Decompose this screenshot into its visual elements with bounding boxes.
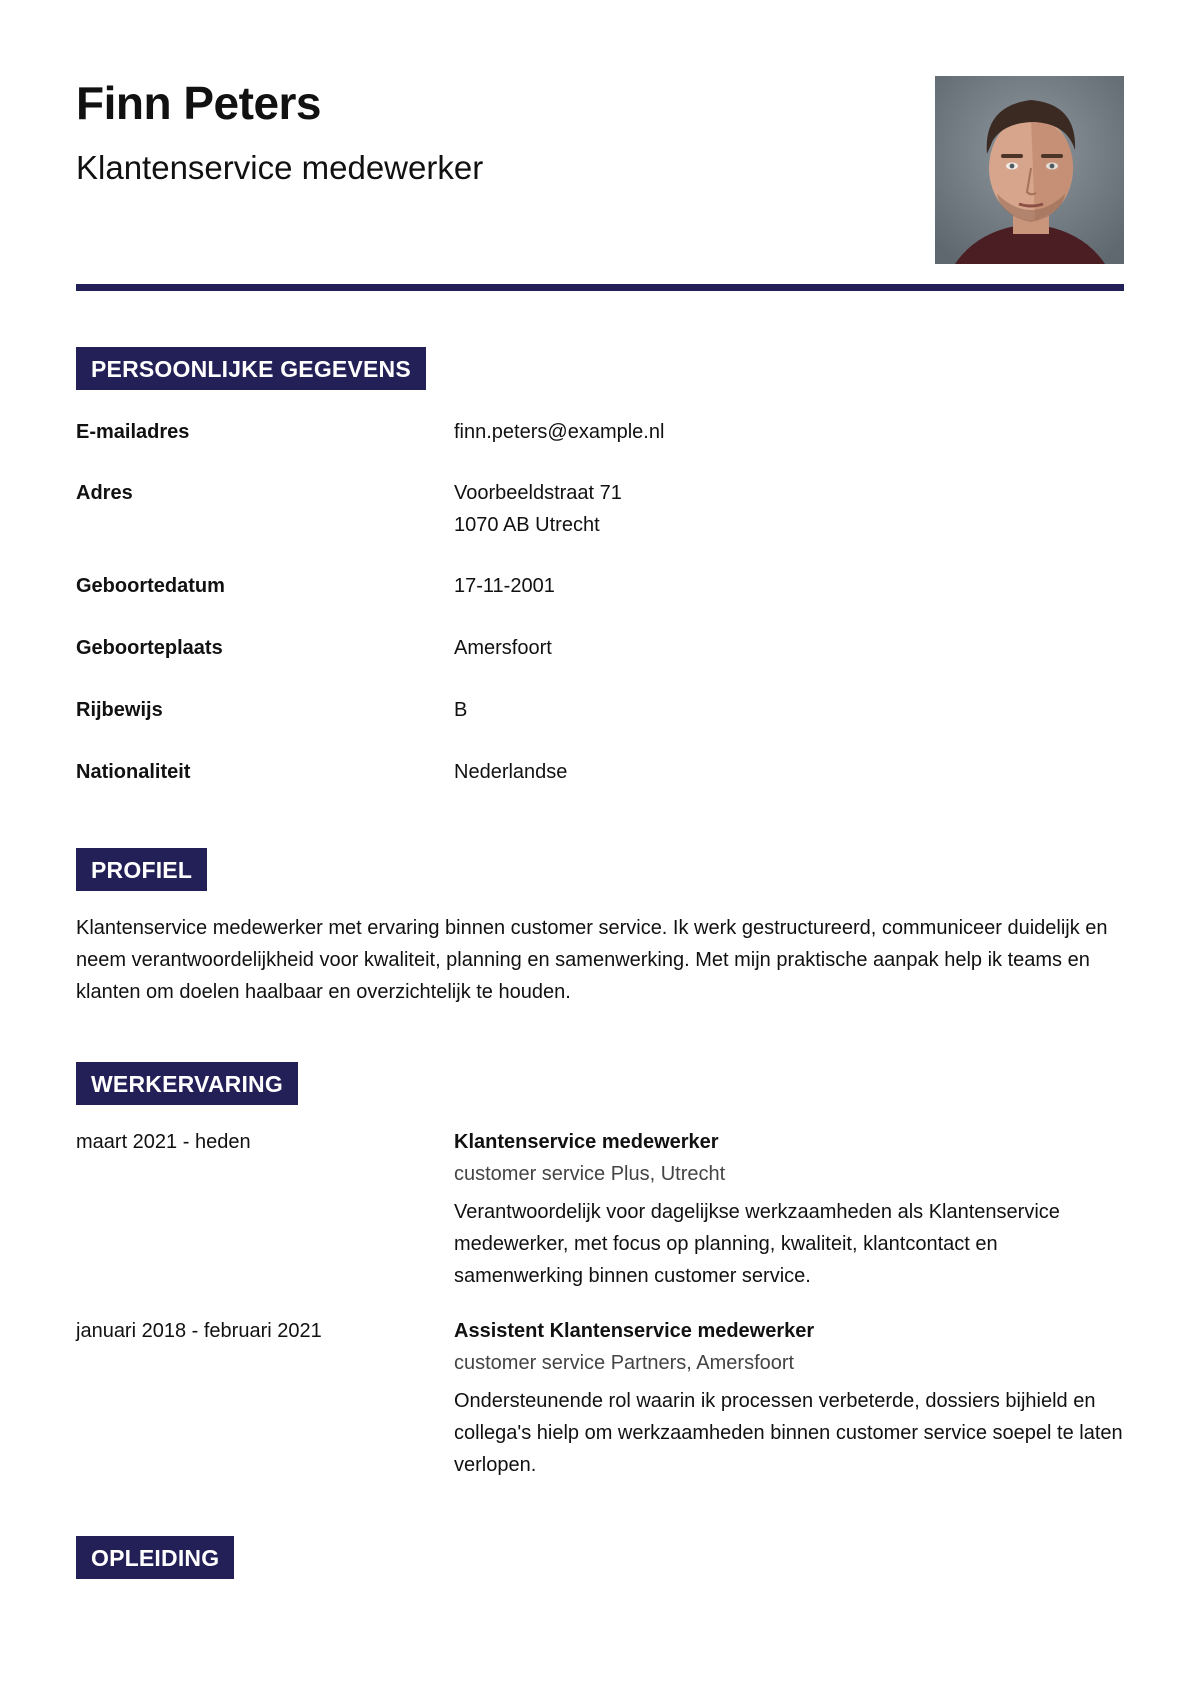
nationality-value: Nederlandse (454, 761, 568, 783)
job-details (454, 1126, 1126, 1292)
job-employer: customer service Partners, Amersfoort (454, 1352, 795, 1374)
education-heading: OPLEIDING (76, 1536, 234, 1579)
license-value: B (454, 699, 468, 721)
address-street: Voorbeeldstraat 71 (454, 482, 622, 504)
candidate-name: Finn Peters (76, 77, 322, 129)
email-value: finn.peters@example.nl (454, 421, 665, 443)
profile-heading: PROFIEL (76, 848, 207, 891)
personal-details-heading: PERSOONLIJKE GEGEVENS (76, 347, 426, 390)
address-value (454, 477, 622, 541)
job-employer: customer service Plus, Utrecht (454, 1163, 726, 1185)
birthplace-value: Amersfoort (454, 637, 552, 659)
profile-text: Klantenservice medewerker met ervaring binnen customer service. Ik werk gestructureerd, communiceer duidelijk en neem verantwoordelijkheid voor kwaliteit, planning en samenwerking. Met mijn praktische aanpak help ik teams en klanten om doelen haalbaar en overzichtelijk te houden. (76, 917, 1108, 1003)
candidate-title: Klantenservice medewerker (76, 149, 484, 186)
header-divider (76, 284, 1124, 291)
profile-photo (935, 76, 1124, 264)
detail-label: E-mailadres (76, 421, 190, 443)
job-description: Verantwoordelijk voor dagelijkse werkzaamheden als Klantenservice medewerker, met focus op planning, kwaliteit, klantcontact en samenwerking binnen customer service. (454, 1201, 1060, 1287)
detail-label: Geboorteplaats (76, 637, 223, 659)
job-details (454, 1315, 1126, 1481)
job-role: Assistent Klantenservice medewerker (454, 1320, 815, 1342)
experience-heading: WERKERVARING (76, 1062, 298, 1105)
detail-label: Geboortedatum (76, 575, 225, 597)
job-role: Klantenservice medewerker (454, 1131, 719, 1153)
birthdate-value: 17-11-2001 (454, 575, 555, 597)
detail-label: Nationaliteit (76, 761, 191, 783)
job-description: Ondersteunende rol waarin ik processen verbeterde, dossiers bijhield en collega's hielp om werkzaamheden binnen customer service soepel te laten verlopen. (454, 1390, 1123, 1476)
portrait-image (935, 76, 1124, 264)
detail-label: Adres (76, 482, 133, 504)
job-period: maart 2021 - heden (76, 1131, 251, 1153)
address-city: 1070 AB Utrecht (454, 514, 600, 536)
job-period: januari 2018 - februari 2021 (76, 1320, 322, 1342)
detail-label: Rijbewijs (76, 699, 163, 721)
